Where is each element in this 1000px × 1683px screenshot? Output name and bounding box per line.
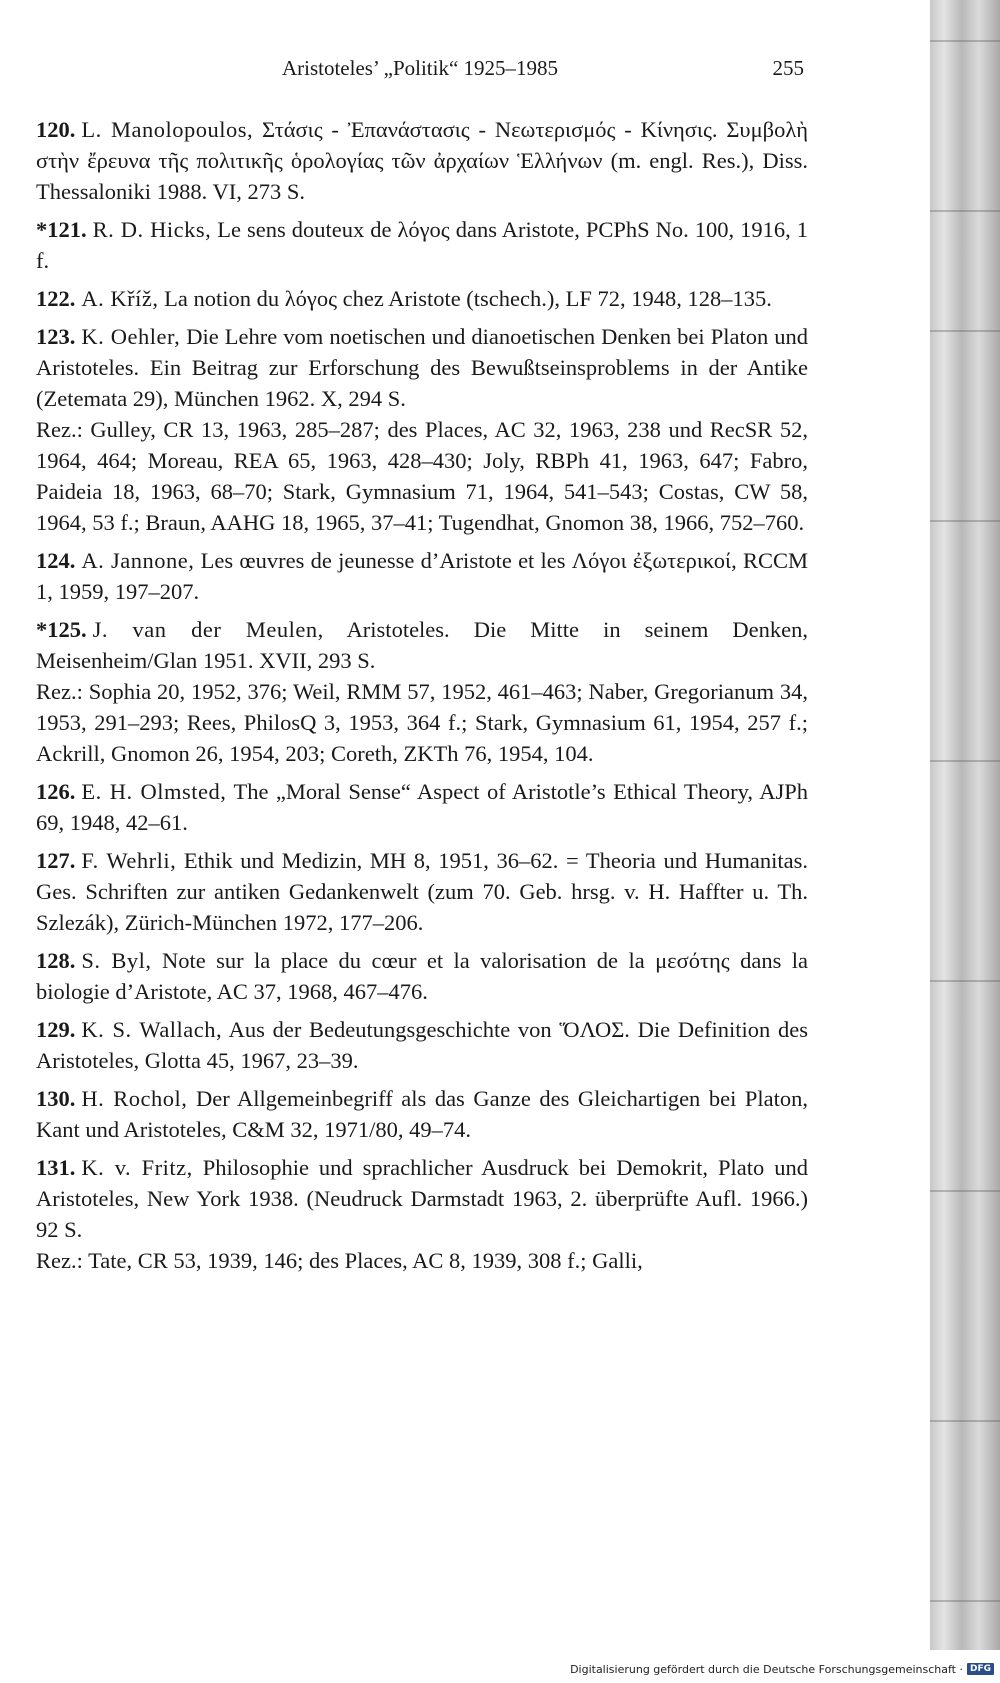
entry-number: 123. bbox=[36, 324, 76, 349]
entry-author: R. D. Hicks, bbox=[92, 217, 212, 242]
entry-review: Rez.: Sophia 20, 1952, 376; Weil, RMM 57, 1952, 461–463; Naber, Gregorianum 34, 1953, 291–293; Rees, PhilosQ 3, 1953, 364 f.; Stark, Gymnasium 61, 1954, 257 f.; Ackrill, Gnomon 26, 1954, 203; Coreth, ZKTh 76, 1954, 104. bbox=[36, 679, 808, 766]
entry-number: *125. bbox=[36, 617, 87, 642]
entry-text: Aristoteles. Die Mitte in seinem Denken, Meisenheim/Glan 1951. XVII, 293 S. bbox=[36, 617, 809, 673]
entry-author: A. Kříž, bbox=[81, 286, 159, 311]
entry-number: 128. bbox=[36, 948, 76, 973]
entry-author: K. v. Fritz, bbox=[81, 1155, 193, 1180]
entry-number: 130. bbox=[36, 1086, 76, 1111]
bibliography-entry bbox=[36, 614, 808, 676]
entry-author: A. Jannone, bbox=[81, 548, 195, 573]
entry-author: E. H. Olmsted, bbox=[81, 779, 227, 804]
entry-text: Le sens douteux de λόγος dans Aristote, PCPhS No. 100, 1916, 1 f. bbox=[36, 217, 808, 273]
bibliography-entry bbox=[36, 545, 808, 607]
bibliography-entry bbox=[36, 214, 808, 276]
entry-number: 131. bbox=[36, 1155, 76, 1180]
entry-text: La notion du λόγος chez Aristote (tschech.), LF 72, 1948, 128–135. bbox=[164, 286, 772, 311]
entry-number: 122. bbox=[36, 286, 76, 311]
entry-author: F. Wehrli, bbox=[81, 848, 177, 873]
page-number: 255 bbox=[772, 56, 804, 80]
entry-number: 126. bbox=[36, 779, 76, 804]
bibliography-entry bbox=[36, 283, 808, 314]
running-title: Aristoteles’ „Politik“ 1925–1985 bbox=[281, 56, 559, 80]
entry-text: Die Lehre vom noetischen und dianoetischen Denken bei Platon und Aristoteles. Ein Beitrag zur Erforschung des Bewußtseinsproblems in der Antike (Zetemata 29), München 1962. X, 294 S. bbox=[36, 324, 808, 411]
entry-text: Der Allgemeinbegriff als das Ganze des Gleichartigen bei Platon, Kant und Aristoteles, C&M 32, 1971/80, 49–74. bbox=[36, 1086, 808, 1142]
page-edge-stack bbox=[930, 0, 1000, 1650]
entry-text: Philosophie und sprachlicher Ausdruck bei Demokrit, Plato und Aristoteles, New York 1938. (Neudruck Darmstadt 1963, 2. überprüfte Aufl. 1966.) 92 S. bbox=[36, 1155, 808, 1242]
entry-text: The „Moral Sense“ Aspect of Aristotle’s Ethical Theory, AJPh 69, 1948, 42–61. bbox=[36, 779, 809, 835]
entry-text: Ethik und Medizin, MH 8, 1951, 36–62. = Theoria und Humanitas. Ges. Schriften zur antiken Gedankenwelt (zum 70. Geb. hrsg. v. H. Haffter u. Th. Szlezák), Zürich-München 1972, 177–206. bbox=[36, 848, 808, 935]
entry-author: H. Rochol, bbox=[81, 1086, 188, 1111]
entry-text: Note sur la place du cœur et la valorisation de la μεσότης dans la biologie d’Aristote, AC 37, 1968, 467–476. bbox=[36, 948, 808, 1004]
bibliography-entry bbox=[36, 321, 808, 414]
entry-number: *121. bbox=[36, 217, 87, 242]
credit-text: Digitalisierung gefördert durch die Deutsche Forschungsgemeinschaft · bbox=[570, 1662, 963, 1676]
entry-number: 127. bbox=[36, 848, 76, 873]
entry-number: 129. bbox=[36, 1017, 76, 1042]
bibliography-body bbox=[36, 114, 808, 1283]
entry-author: J. van der Meulen, bbox=[92, 617, 324, 642]
digitization-credit bbox=[570, 1659, 994, 1679]
bibliography-entry bbox=[36, 845, 808, 938]
entry-author: K. Oehler, bbox=[81, 324, 181, 349]
entry-author: K. S. Wallach, bbox=[81, 1017, 223, 1042]
bibliography-entry bbox=[36, 945, 808, 1007]
entry-number: 124. bbox=[36, 548, 76, 573]
entry-review: Rez.: Tate, CR 53, 1939, 146; des Places, AC 8, 1939, 308 f.; Galli, bbox=[36, 1248, 643, 1273]
bibliography-entry bbox=[36, 114, 808, 207]
entry-text: Les œuvres de jeunesse d’Aristote et les Λόγοι ἐξωτερικοί, RCCM 1, 1959, 197–207. bbox=[36, 548, 808, 604]
bibliography-entry bbox=[36, 1083, 808, 1145]
entry-text: Aus der Bedeutungsgeschichte von ὍΛΟΣ. Die Definition des Aristoteles, Glotta 45, 1967, 23–39. bbox=[36, 1017, 808, 1073]
entry-author: S. Byl, bbox=[81, 948, 152, 973]
entry-number: 120. bbox=[36, 117, 76, 142]
entry-author: L. Manolopoulos, bbox=[81, 117, 254, 142]
bibliography-entry bbox=[36, 776, 808, 838]
entry-review: Rez.: Gulley, CR 13, 1963, 285–287; des Places, AC 32, 1963, 238 und RecSR 52, 1964, 464; Moreau, REA 65, 1963, 428–430; Joly, RBPh 41, 1963, 647; Fabro, Paideia 18, 1963, 68–70; Stark, Gymnasium 71, 1964, 541–543; Costas, CW 58, 1964, 53 f.; Braun, AAHG 18, 1965, 37–41; Tugendhat, Gnomon 38, 1966, 752–760. bbox=[36, 417, 808, 535]
running-header bbox=[36, 56, 804, 86]
bibliography-entry bbox=[36, 1152, 808, 1245]
bibliography-entry bbox=[36, 1014, 808, 1076]
dfg-logo: DFG bbox=[967, 1663, 994, 1675]
entry-text: Στάσις - Ἐπανάστασις - Νεωτερισμός - Κίνησις. Συμβολὴ στὴν ἔρευνα τῆς πολιτικῆς ὁρολογίας τῶν ἀρχαίων Ἑλλήνων (m. engl. Res.), Diss. Thessaloniki 1988. VI, 273 S. bbox=[36, 117, 809, 204]
